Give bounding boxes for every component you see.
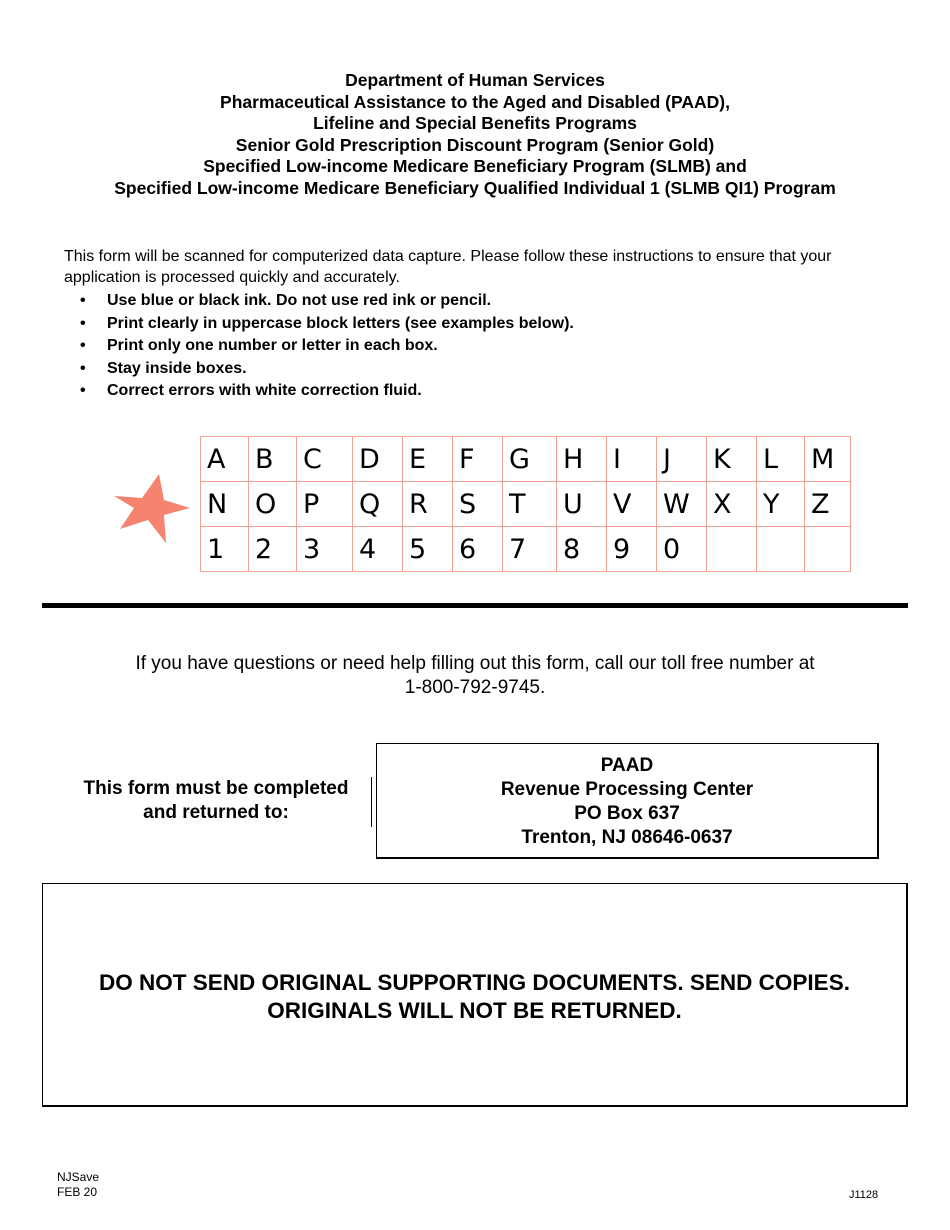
instructions-list (80, 290, 574, 403)
divider (42, 603, 908, 608)
grid-cell: T (503, 482, 557, 527)
header-line: Lifeline and Special Benefits Programs (313, 113, 637, 133)
grid-row (201, 527, 851, 572)
grid-cell: 6 (453, 527, 503, 572)
grid-cell: D (353, 437, 403, 482)
warning-line: ORIGINALS WILL NOT BE RETURNED. (267, 998, 682, 1023)
grid-cell: P (297, 482, 353, 527)
return-label-line: and returned to: (143, 802, 289, 823)
phone-number: 1-800-792-9745. (404, 677, 546, 698)
address-line: PO Box 637 (574, 803, 680, 824)
grid-cell: V (607, 482, 657, 527)
help-text (0, 652, 950, 700)
grid-cell: Z (805, 482, 851, 527)
grid-cell: A (201, 437, 249, 482)
header-line: Senior Gold Prescription Discount Program (Senior Gold) (235, 134, 715, 155)
mailing-address-box (376, 743, 879, 859)
grid-cell: J (657, 437, 707, 482)
address-line: Revenue Processing Center (500, 779, 754, 800)
help-line: If you have questions or need help filling out this form, call our toll free number at (135, 653, 815, 674)
instruction-item: • Print clearly in uppercase block letters (see examples below). (80, 313, 574, 336)
address-line: PAAD (600, 755, 654, 776)
grid-cell: M (805, 437, 851, 482)
grid-cell: C (297, 437, 353, 482)
star-icon (112, 474, 192, 544)
intro-text: This form will be scanned for computerized data capture. Please follow these instructions to ensure that your application is processed quickly and accurately. (64, 248, 832, 286)
grid-cell: B (249, 437, 297, 482)
grid-cell (757, 527, 805, 572)
instruction-item: • Correct errors with white correction fluid. (80, 380, 574, 403)
warning-line: DO NOT SEND ORIGINAL SUPPORTING DOCUMENTS. SEND COPIES. (99, 970, 850, 995)
form-header (0, 70, 950, 199)
address-line: Trenton, NJ 08646-0637 (521, 827, 733, 848)
grid-cell: I (607, 437, 657, 482)
divider (371, 777, 372, 827)
footer-form-id: J1128 (849, 1189, 879, 1201)
grid-cell: K (707, 437, 757, 482)
grid-row (201, 437, 851, 482)
grid-cell: E (403, 437, 453, 482)
grid-cell (707, 527, 757, 572)
footer-text: NJSave (57, 1170, 100, 1184)
return-label-line: This form must be completed (83, 778, 349, 799)
grid-cell: 4 (353, 527, 403, 572)
grid-cell: O (249, 482, 297, 527)
header-line: Pharmaceutical Assistance to the Aged and Disabled (PAAD), (220, 91, 730, 112)
footer-form-code (57, 1170, 99, 1200)
grid-cell: 5 (403, 527, 453, 572)
grid-cell: S (453, 482, 503, 527)
instruction-item: • Print only one number or letter in each box. (80, 335, 574, 358)
grid-cell: X (707, 482, 757, 527)
grid-row (201, 482, 851, 527)
grid-cell: Y (757, 482, 805, 527)
grid-cell: R (403, 482, 453, 527)
footer-date: FEB 20 (57, 1185, 98, 1199)
header-line: Department of Human Services (345, 70, 605, 90)
grid-cell (805, 527, 851, 572)
grid-cell: 9 (607, 527, 657, 572)
return-label (60, 777, 372, 825)
header-line: Specified Low-income Medicare Beneficiary Qualified Individual 1 (SLMB QI1) Program (114, 177, 836, 198)
grid-cell: 8 (557, 527, 607, 572)
grid-cell: G (503, 437, 557, 482)
letter-examples-grid (200, 436, 851, 572)
warning-box (42, 883, 908, 1107)
grid-cell: W (657, 482, 707, 527)
grid-cell: 2 (249, 527, 297, 572)
grid-cell: 3 (297, 527, 353, 572)
grid-cell: 0 (657, 527, 707, 572)
grid-cell: Q (353, 482, 403, 527)
instruction-item: • Use blue or black ink. Do not use red ink or pencil. (80, 290, 574, 313)
instruction-item: • Stay inside boxes. (80, 358, 574, 381)
header-line: Specified Low-income Medicare Beneficiary Program (SLMB) and (203, 156, 747, 176)
grid-cell: L (757, 437, 805, 482)
grid-cell: H (557, 437, 607, 482)
grid-cell: N (201, 482, 249, 527)
grid-cell: 1 (201, 527, 249, 572)
grid-cell: F (453, 437, 503, 482)
grid-cell: U (557, 482, 607, 527)
grid-cell: 7 (503, 527, 557, 572)
